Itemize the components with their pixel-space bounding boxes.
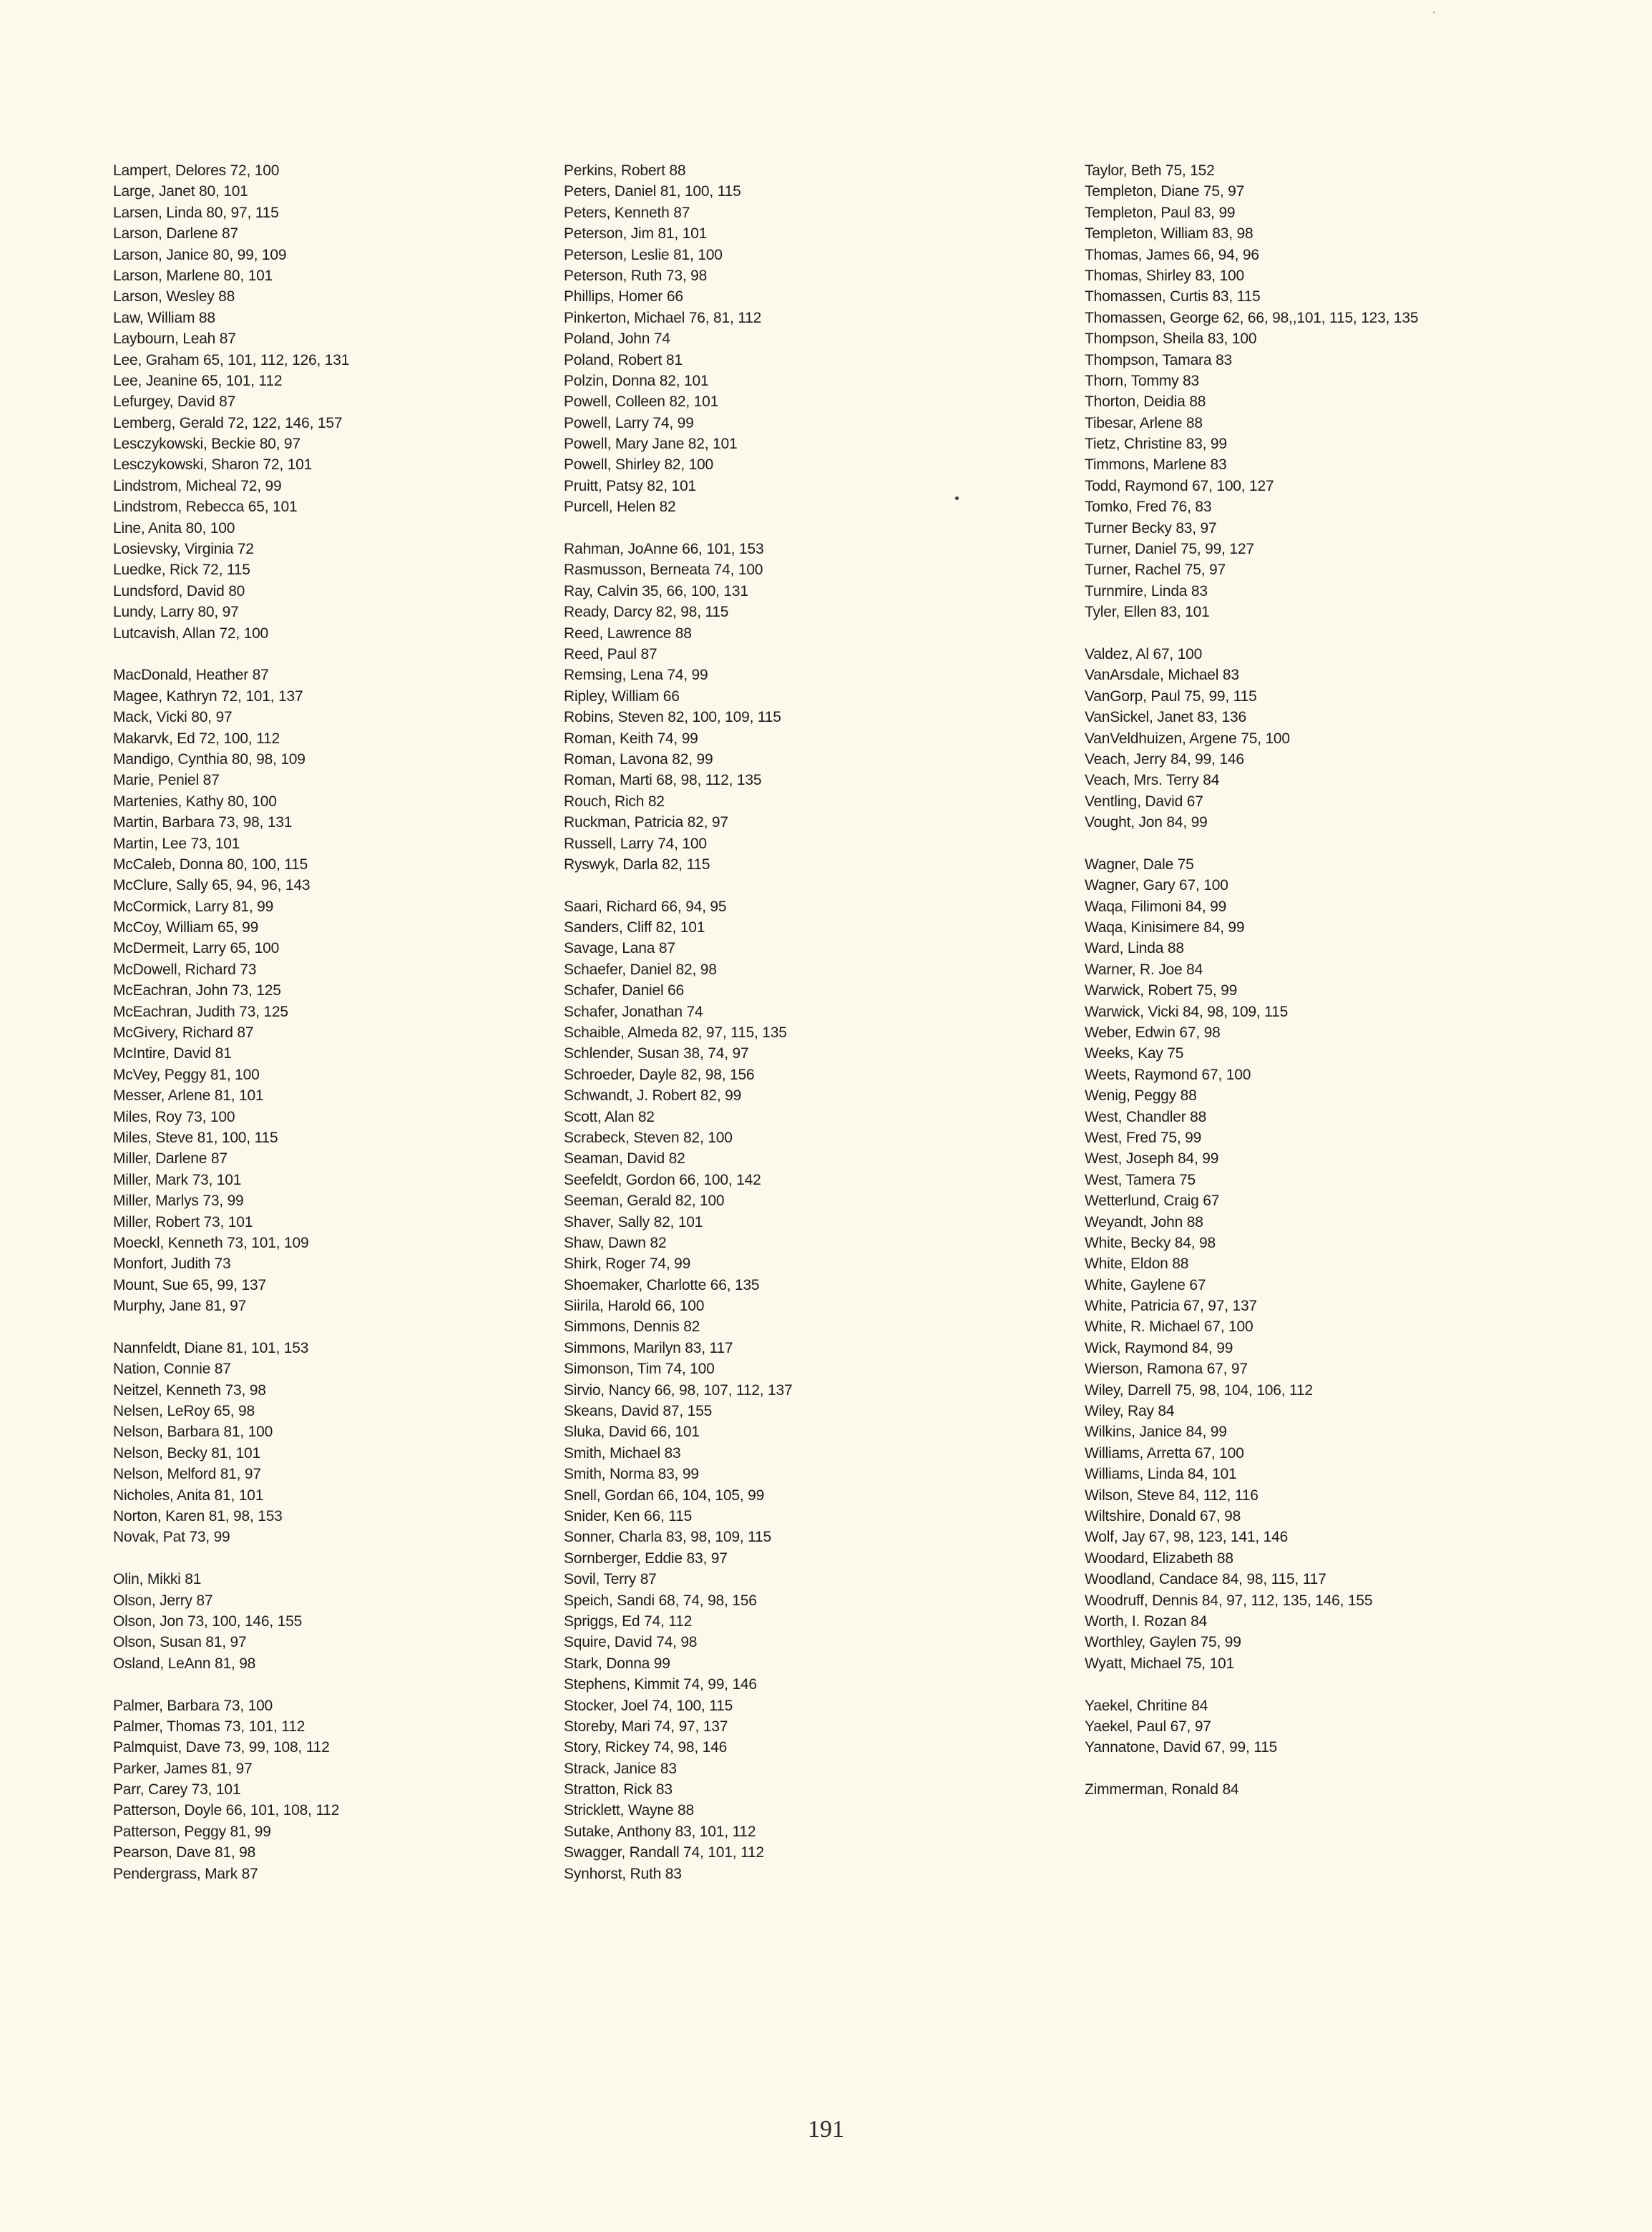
index-entry: Weyandt, John 88 xyxy=(1085,1213,1203,1230)
index-entry: Olin, Mikki 81 xyxy=(113,1571,202,1588)
index-entry: Ready, Darcy 82, 98, 115 xyxy=(564,604,729,621)
index-entry: Miles, Roy 73, 100 xyxy=(113,1108,235,1125)
index-entry: Remsing, Lena 74, 99 xyxy=(564,667,708,684)
index-entry: Synhorst, Ruth 83 xyxy=(564,1865,682,1882)
index-entry: Poland, John 74 xyxy=(564,331,670,348)
index-entry: Snell, Gordan 66, 104, 105, 99 xyxy=(564,1487,765,1504)
index-letter-group xyxy=(113,1695,349,1885)
index-entry: Peters, Daniel 81, 100, 115 xyxy=(564,183,741,200)
index-entry: Thompson, Tamara 83 xyxy=(1085,351,1232,368)
index-entry: Roman, Marti 68, 98, 112, 135 xyxy=(564,772,762,789)
index-letter-group xyxy=(1085,644,1418,833)
index-entry: Law, William 88 xyxy=(113,309,215,326)
index-entry: Seaman, David 82 xyxy=(564,1150,685,1168)
index-letter-group xyxy=(564,896,793,1884)
index-entry: Moeckl, Kenneth 73, 101, 109 xyxy=(113,1234,309,1251)
index-entry: Neitzel, Kenneth 73, 98 xyxy=(113,1381,266,1399)
index-entry: Weeks, Kay 75 xyxy=(1085,1045,1184,1062)
index-entry: Olson, Jon 73, 100, 146, 155 xyxy=(113,1612,303,1630)
index-entry: McEachran, John 73, 125 xyxy=(113,982,281,999)
index-entry: Lemberg, Gerald 72, 122, 146, 157 xyxy=(113,414,343,431)
index-entry: Tietz, Christine 83, 99 xyxy=(1085,436,1227,453)
index-entry: Stratton, Rick 83 xyxy=(564,1781,673,1798)
index-entry: Phillips, Homer 66 xyxy=(564,288,683,305)
index-entry: McVey, Peggy 81, 100 xyxy=(113,1066,260,1083)
index-entry: Taylor, Beth 75, 152 xyxy=(1085,162,1215,179)
index-entry: Osland, LeAnn 81, 98 xyxy=(113,1655,256,1672)
index-entry: Reed, Lawrence 88 xyxy=(564,625,692,642)
index-entry: Wiltshire, Donald 67, 98 xyxy=(1085,1508,1241,1524)
index-entry: Robins, Steven 82, 100, 109, 115 xyxy=(564,709,781,726)
index-entry: Yannatone, David 67, 99, 115 xyxy=(1085,1739,1278,1756)
index-entry: Patterson, Doyle 66, 101, 108, 112 xyxy=(113,1802,340,1819)
print-speck xyxy=(955,496,959,500)
index-entry: Thomas, James 66, 94, 96 xyxy=(1085,246,1259,263)
index-entry: Tibesar, Arlene 88 xyxy=(1085,414,1203,431)
index-column-1 xyxy=(113,160,349,1905)
index-entry: Timmons, Marlene 83 xyxy=(1085,456,1227,474)
index-entry: West, Joseph 84, 99 xyxy=(1085,1150,1219,1168)
index-entry: Seefeldt, Gordon 66, 100, 142 xyxy=(564,1171,761,1188)
print-speck xyxy=(1433,11,1435,14)
index-entry: Murphy, Jane 81, 97 xyxy=(113,1298,247,1315)
index-entry: Martenies, Kathy 80, 100 xyxy=(113,793,277,810)
index-letter-group xyxy=(113,1338,349,1548)
index-letter-group xyxy=(1085,1779,1418,1800)
index-entry: Wierson, Ramona 67, 97 xyxy=(1085,1361,1248,1378)
index-entry: Schlender, Susan 38, 74, 97 xyxy=(564,1045,749,1062)
index-entry: Large, Janet 80, 101 xyxy=(113,183,248,200)
index-entry: Rahman, JoAnne 66, 101, 153 xyxy=(564,541,764,558)
index-letter-group xyxy=(564,160,793,518)
index-entry: Miller, Marlys 73, 99 xyxy=(113,1193,244,1210)
index-entry: Mount, Sue 65, 99, 137 xyxy=(113,1276,266,1293)
index-entry: West, Chandler 88 xyxy=(1085,1108,1207,1125)
index-entry: White, Becky 84, 98 xyxy=(1085,1234,1216,1251)
index-entry: Valdez, Al 67, 100 xyxy=(1085,645,1203,662)
index-entry: Worth, I. Rozan 84 xyxy=(1085,1612,1208,1630)
index-entry: Weets, Raymond 67, 100 xyxy=(1085,1066,1251,1083)
index-entry: Pruitt, Patsy 82, 101 xyxy=(564,477,696,494)
index-entry: Nation, Connie 87 xyxy=(113,1361,231,1378)
index-entry: Reed, Paul 87 xyxy=(564,645,658,662)
index-entry: Lee, Graham 65, 101, 112, 126, 131 xyxy=(113,351,350,368)
index-column-2 xyxy=(564,160,793,1905)
index-entry: Wenig, Peggy 88 xyxy=(1085,1087,1197,1105)
index-entry: Pinkerton, Michael 76, 81, 112 xyxy=(564,309,762,326)
index-entry: Miles, Steve 81, 100, 115 xyxy=(113,1129,278,1146)
index-entry: Magee, Kathryn 72, 101, 137 xyxy=(113,687,303,705)
index-entry: Schwandt, J. Robert 82, 99 xyxy=(564,1087,742,1105)
index-entry: McGivery, Richard 87 xyxy=(113,1024,254,1042)
index-entry: Nannfeldt, Diane 81, 101, 153 xyxy=(113,1339,309,1356)
index-entry: Poland, Robert 81 xyxy=(564,351,683,368)
index-entry: Nicholes, Anita 81, 101 xyxy=(113,1487,264,1504)
index-entry: Schaefer, Daniel 82, 98 xyxy=(564,961,717,978)
index-entry: VanVeldhuizen, Argene 75, 100 xyxy=(1085,730,1290,747)
index-entry: Schafer, Jonathan 74 xyxy=(564,1003,703,1020)
index-entry: McEachran, Judith 73, 125 xyxy=(113,1003,288,1020)
index-entry: Lefurgey, David 87 xyxy=(113,393,236,411)
index-entry: Sovil, Terry 87 xyxy=(564,1571,657,1588)
index-entry: Polzin, Donna 82, 101 xyxy=(564,372,709,389)
index-entry: Nelsen, LeRoy 65, 98 xyxy=(113,1403,255,1420)
index-entry: McDermeit, Larry 65, 100 xyxy=(113,940,280,957)
index-entry: Mandigo, Cynthia 80, 98, 109 xyxy=(113,750,306,768)
index-entry: Zimmerman, Ronald 84 xyxy=(1085,1781,1239,1798)
index-entry: Nelson, Melford 81, 97 xyxy=(113,1466,261,1483)
index-entry: Nelson, Barbara 81, 100 xyxy=(113,1424,273,1441)
index-entry: Shirk, Roger 74, 99 xyxy=(564,1256,691,1273)
index-entry: Turner, Rachel 75, 97 xyxy=(1085,562,1226,579)
index-entry: Nelson, Becky 81, 101 xyxy=(113,1444,260,1462)
index-entry: Ripley, William 66 xyxy=(564,687,680,705)
index-entry: Schroeder, Dayle 82, 98, 156 xyxy=(564,1066,755,1083)
index-entry: Powell, Shirley 82, 100 xyxy=(564,456,714,474)
index-entry: Stricklett, Wayne 88 xyxy=(564,1802,694,1819)
index-entry: Turner, Daniel 75, 99, 127 xyxy=(1085,541,1254,558)
index-entry: Strack, Janice 83 xyxy=(564,1760,677,1777)
index-letter-group xyxy=(1085,160,1418,623)
index-entry: Yaekel, Paul 67, 97 xyxy=(1085,1718,1211,1735)
index-entry: Wiley, Darrell 75, 98, 104, 106, 112 xyxy=(1085,1381,1313,1399)
index-entry: Laybourn, Leah 87 xyxy=(113,331,236,348)
index-entry: Templeton, Paul 83, 99 xyxy=(1085,204,1236,221)
index-entry: Shaver, Sally 82, 101 xyxy=(564,1213,703,1230)
index-entry: VanGorp, Paul 75, 99, 115 xyxy=(1085,687,1257,705)
index-entry: Savage, Lana 87 xyxy=(564,940,675,957)
index-entry: Larsen, Linda 80, 97, 115 xyxy=(113,204,279,221)
index-letter-group xyxy=(1085,1695,1418,1758)
index-entry: Marie, Peniel 87 xyxy=(113,772,220,789)
index-entry: Monfort, Judith 73 xyxy=(113,1256,231,1273)
index-entry: White, Eldon 88 xyxy=(1085,1256,1189,1273)
index-entry: Veach, Jerry 84, 99, 146 xyxy=(1085,750,1244,768)
index-entry: Ray, Calvin 35, 66, 100, 131 xyxy=(564,582,748,599)
index-letter-group xyxy=(113,665,349,1316)
index-entry: Wyatt, Michael 75, 101 xyxy=(1085,1655,1235,1672)
index-entry: Shoemaker, Charlotte 66, 135 xyxy=(564,1276,760,1293)
index-entry: Powell, Colleen 82, 101 xyxy=(564,393,719,411)
index-entry: Sirvio, Nancy 66, 98, 107, 112, 137 xyxy=(564,1381,793,1399)
index-entry: Novak, Pat 73, 99 xyxy=(113,1529,230,1546)
index-entry: Simonson, Tim 74, 100 xyxy=(564,1361,715,1378)
index-entry: Scott, Alan 82 xyxy=(564,1108,655,1125)
index-entry: Todd, Raymond 67, 100, 127 xyxy=(1085,477,1274,494)
index-entry: Warwick, Vicki 84, 98, 109, 115 xyxy=(1085,1003,1289,1020)
index-entry: MacDonald, Heather 87 xyxy=(113,667,269,684)
index-entry: Olson, Susan 81, 97 xyxy=(113,1634,247,1651)
index-entry: Peterson, Leslie 81, 100 xyxy=(564,246,723,263)
index-entry: Powell, Larry 74, 99 xyxy=(564,414,694,431)
index-entry: Lee, Jeanine 65, 101, 112 xyxy=(113,372,283,389)
index-entry: Line, Anita 80, 100 xyxy=(113,519,235,537)
index-entry: Martin, Lee 73, 101 xyxy=(113,835,240,852)
index-entry: McCormick, Larry 81, 99 xyxy=(113,898,274,915)
index-entry: Thorton, Deidia 88 xyxy=(1085,393,1206,411)
index-entry: Olson, Jerry 87 xyxy=(113,1592,213,1609)
index-entry: Seeman, Gerald 82, 100 xyxy=(564,1193,725,1210)
index-entry: Larson, Darlene 87 xyxy=(113,225,239,243)
index-entry: Powell, Mary Jane 82, 101 xyxy=(564,436,738,453)
index-entry: Pendergrass, Mark 87 xyxy=(113,1865,258,1882)
index-entry: Russell, Larry 74, 100 xyxy=(564,835,707,852)
index-entry: Larson, Marlene 80, 101 xyxy=(113,267,273,284)
index-entry: Peterson, Jim 81, 101 xyxy=(564,225,708,243)
index-entry: Roman, Lavona 82, 99 xyxy=(564,750,713,768)
index-entry: Pearson, Dave 81, 98 xyxy=(113,1844,256,1861)
index-entry: Stephens, Kimmit 74, 99, 146 xyxy=(564,1676,757,1693)
index-entry: Luedke, Rick 72, 115 xyxy=(113,562,250,579)
index-entry: Purcell, Helen 82 xyxy=(564,499,676,516)
index-entry: Wilson, Steve 84, 112, 116 xyxy=(1085,1487,1258,1504)
index-entry: Miller, Mark 73, 101 xyxy=(113,1171,242,1188)
index-entry: Lundy, Larry 80, 97 xyxy=(113,604,239,621)
index-entry: Siirila, Harold 66, 100 xyxy=(564,1298,705,1315)
index-entry: Story, Rickey 74, 98, 146 xyxy=(564,1739,728,1756)
index-entry: Templeton, Diane 75, 97 xyxy=(1085,183,1245,200)
index-entry: Warwick, Robert 75, 99 xyxy=(1085,982,1238,999)
index-entry: Palmer, Thomas 73, 101, 112 xyxy=(113,1718,306,1735)
index-entry: Schaible, Almeda 82, 97, 115, 135 xyxy=(564,1024,787,1042)
index-entry: Parker, James 81, 97 xyxy=(113,1760,253,1777)
index-entry: McIntire, David 81 xyxy=(113,1045,232,1062)
index-entry: Roman, Keith 74, 99 xyxy=(564,730,698,747)
index-entry: Peterson, Ruth 73, 98 xyxy=(564,267,708,284)
index-entry: Wiley, Ray 84 xyxy=(1085,1403,1175,1420)
index-entry: Williams, Linda 84, 101 xyxy=(1085,1466,1237,1483)
index-entry: Worthley, Gaylen 75, 99 xyxy=(1085,1634,1241,1651)
index-entry: McCaleb, Donna 80, 100, 115 xyxy=(113,856,308,873)
index-entry: Parr, Carey 73, 101 xyxy=(113,1781,241,1798)
index-entry: Snider, Ken 66, 115 xyxy=(564,1508,693,1524)
index-entry: Rasmusson, Berneata 74, 100 xyxy=(564,562,763,579)
index-entry: Waqa, Filimoni 84, 99 xyxy=(1085,898,1227,915)
index-entry: Lesczykowski, Sharon 72, 101 xyxy=(113,456,313,474)
index-entry: Veach, Mrs. Terry 84 xyxy=(1085,772,1220,789)
index-entry: McClure, Sally 65, 94, 96, 143 xyxy=(113,877,311,894)
index-letter-group xyxy=(113,160,349,644)
index-entry: Patterson, Peggy 81, 99 xyxy=(113,1823,271,1840)
index-entry: Weber, Edwin 67, 98 xyxy=(1085,1024,1221,1042)
index-entry: Sluka, David 66, 101 xyxy=(564,1424,700,1441)
index-entry: Lesczykowski, Beckie 80, 97 xyxy=(113,436,300,453)
index-entry: Thomassen, Curtis 83, 115 xyxy=(1085,288,1261,305)
index-entry: Vought, Jon 84, 99 xyxy=(1085,814,1208,831)
index-entry: Shaw, Dawn 82 xyxy=(564,1234,667,1251)
index-entry: Skeans, David 87, 155 xyxy=(564,1403,713,1420)
index-entry: Speich, Sandi 68, 74, 98, 156 xyxy=(564,1592,757,1609)
index-entry: Smith, Norma 83, 99 xyxy=(564,1466,699,1483)
index-entry: Norton, Karen 81, 98, 153 xyxy=(113,1508,283,1524)
index-entry: Simmons, Dennis 82 xyxy=(564,1318,700,1336)
index-entry: Ryswyk, Darla 82, 115 xyxy=(564,856,710,873)
index-entry: Turner Becky 83, 97 xyxy=(1085,519,1217,537)
index-entry: Templeton, William 83, 98 xyxy=(1085,225,1253,243)
index-entry: Wagner, Gary 67, 100 xyxy=(1085,877,1228,894)
index-entry: Tyler, Ellen 83, 101 xyxy=(1085,604,1210,621)
index-entry: White, Patricia 67, 97, 137 xyxy=(1085,1298,1257,1315)
index-entry: Ruckman, Patricia 82, 97 xyxy=(564,814,728,831)
index-entry: West, Tamera 75 xyxy=(1085,1171,1196,1188)
index-entry: Thorn, Tommy 83 xyxy=(1085,372,1200,389)
index-entry: Tomko, Fred 76, 83 xyxy=(1085,499,1212,516)
index-entry: Perkins, Robert 88 xyxy=(564,162,686,179)
index-entry: Warner, R. Joe 84 xyxy=(1085,961,1203,978)
index-entry: Schafer, Daniel 66 xyxy=(564,982,685,999)
index-entry: Wilkins, Janice 84, 99 xyxy=(1085,1424,1227,1441)
index-entry: Palmquist, Dave 73, 99, 108, 112 xyxy=(113,1739,330,1756)
index-entry: Peters, Kenneth 87 xyxy=(564,204,690,221)
index-entry: Sonner, Charla 83, 98, 109, 115 xyxy=(564,1529,771,1546)
index-entry: Smith, Michael 83 xyxy=(564,1444,681,1462)
index-entry: Turnmire, Linda 83 xyxy=(1085,582,1208,599)
index-entry: Lundsford, David 80 xyxy=(113,582,245,599)
index-entry: Lutcavish, Allan 72, 100 xyxy=(113,625,269,642)
index-entry: McCoy, William 65, 99 xyxy=(113,919,259,936)
index-entry: Martin, Barbara 73, 98, 131 xyxy=(113,814,293,831)
index-entry: McDowell, Richard 73 xyxy=(113,961,257,978)
index-entry: Lindstrom, Rebecca 65, 101 xyxy=(113,499,298,516)
index-entry: Larson, Janice 80, 99, 109 xyxy=(113,246,287,263)
index-entry: West, Fred 75, 99 xyxy=(1085,1129,1202,1146)
index-entry: White, Gaylene 67 xyxy=(1085,1276,1206,1293)
index-entry: Scrabeck, Steven 82, 100 xyxy=(564,1129,733,1146)
index-letter-group xyxy=(113,1569,349,1674)
index-entry: Rouch, Rich 82 xyxy=(564,793,665,810)
index-entry: Waqa, Kinisimere 84, 99 xyxy=(1085,919,1245,936)
index-entry: Sornberger, Eddie 83, 97 xyxy=(564,1550,728,1567)
index-entry: Miller, Robert 73, 101 xyxy=(113,1213,253,1230)
index-entry: Woodland, Candace 84, 98, 115, 117 xyxy=(1085,1571,1326,1588)
index-entry: Sutake, Anthony 83, 101, 112 xyxy=(564,1823,756,1840)
index-entry: Mack, Vicki 80, 97 xyxy=(113,709,233,726)
index-entry: Thomassen, George 62, 66, 98,,101, 115, 123, 135 xyxy=(1085,309,1419,326)
index-entry: Wolf, Jay 67, 98, 123, 141, 146 xyxy=(1085,1529,1289,1546)
index-entry: Wetterlund, Craig 67 xyxy=(1085,1193,1220,1210)
index-entry: Palmer, Barbara 73, 100 xyxy=(113,1697,273,1714)
index-entry: Lampert, Delores 72, 100 xyxy=(113,162,280,179)
index-entry: Storeby, Mari 74, 97, 137 xyxy=(564,1718,728,1735)
index-entry: Yaekel, Chritine 84 xyxy=(1085,1697,1208,1714)
index-entry: Larson, Wesley 88 xyxy=(113,288,235,305)
index-entry: Simmons, Marilyn 83, 117 xyxy=(564,1339,733,1356)
index-entry: Messer, Arlene 81, 101 xyxy=(113,1087,264,1105)
index-entry: VanArsdale, Michael 83 xyxy=(1085,667,1239,684)
index-entry: VanSickel, Janet 83, 136 xyxy=(1085,709,1246,726)
index-entry: Ventling, David 67 xyxy=(1085,793,1203,810)
index-entry: Stocker, Joel 74, 100, 115 xyxy=(564,1697,733,1714)
index-entry: Lindstrom, Micheal 72, 99 xyxy=(113,477,282,494)
index-entry: White, R. Michael 67, 100 xyxy=(1085,1318,1253,1336)
index-entry: Swagger, Randall 74, 101, 112 xyxy=(564,1844,764,1861)
index-entry: Wick, Raymond 84, 99 xyxy=(1085,1339,1233,1356)
page-number: 191 xyxy=(808,2116,844,2143)
index-entry: Ward, Linda 88 xyxy=(1085,940,1184,957)
index-entry: Squire, David 74, 98 xyxy=(564,1634,698,1651)
index-entry: Stark, Donna 99 xyxy=(564,1655,670,1672)
index-entry: Losievsky, Virginia 72 xyxy=(113,541,254,558)
index-entry: Spriggs, Ed 74, 112 xyxy=(564,1612,693,1630)
index-column-3 xyxy=(1085,160,1418,1821)
index-entry: Woodruff, Dennis 84, 97, 112, 135, 146, 155 xyxy=(1085,1592,1373,1609)
index-entry: Thomas, Shirley 83, 100 xyxy=(1085,267,1245,284)
index-entry: Saari, Richard 66, 94, 95 xyxy=(564,898,727,915)
index-letter-group xyxy=(564,539,793,875)
index-entry: Woodard, Elizabeth 88 xyxy=(1085,1550,1233,1567)
index-entry: Thompson, Sheila 83, 100 xyxy=(1085,331,1257,348)
index-entry: Wagner, Dale 75 xyxy=(1085,856,1194,873)
index-letter-group xyxy=(1085,854,1418,1674)
index-entry: Miller, Darlene 87 xyxy=(113,1150,228,1168)
index-entry: Williams, Arretta 67, 100 xyxy=(1085,1444,1244,1462)
index-entry: Sanders, Cliff 82, 101 xyxy=(564,919,705,936)
index-entry: Makarvk, Ed 72, 100, 112 xyxy=(113,730,280,747)
